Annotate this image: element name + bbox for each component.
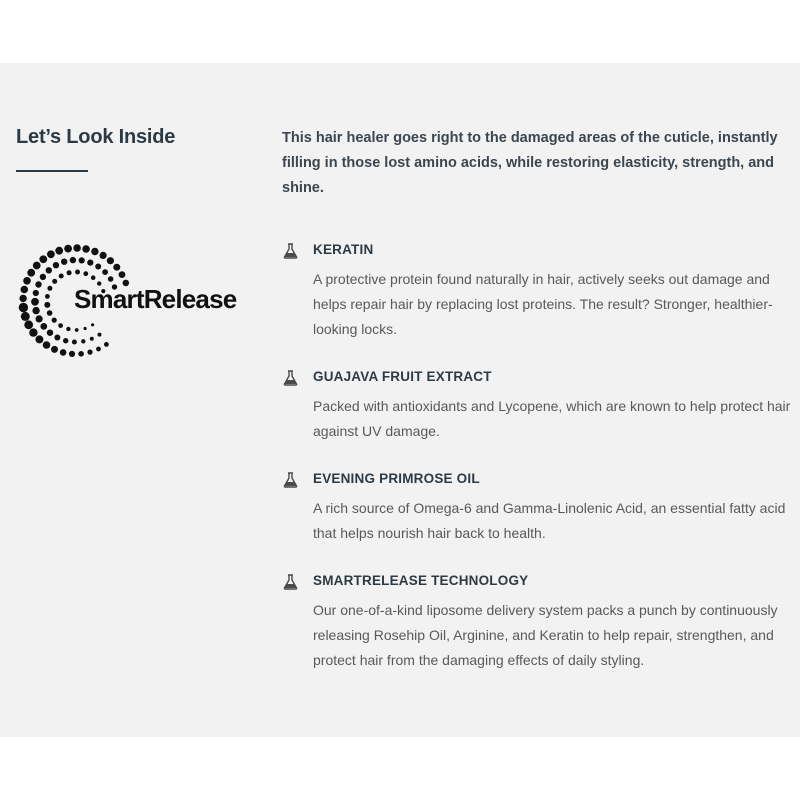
logo-dot	[40, 274, 46, 280]
logo-dot	[69, 351, 75, 357]
logo-dot	[91, 275, 96, 280]
logo-dot	[82, 245, 90, 253]
logo-dot	[75, 328, 79, 332]
logo-dot	[43, 341, 51, 349]
logo-dot	[102, 269, 108, 275]
logo-dot	[19, 303, 28, 312]
logo-dot	[95, 264, 101, 270]
logo-dot	[60, 349, 67, 356]
logo-dot	[39, 255, 47, 263]
logo-dot	[54, 335, 60, 341]
flask-icon	[283, 574, 298, 590]
logo-dot	[47, 250, 55, 258]
logo-dot	[84, 327, 87, 330]
logo-dot	[61, 259, 67, 265]
logo-dot	[47, 286, 52, 291]
logo-dot	[87, 350, 92, 355]
logo-dot	[63, 338, 68, 343]
flask-icon	[283, 370, 298, 386]
ingredient-description: A rich source of Omega-6 and Gamma-Linolenic Acid, an essential fatty acid that helps nourish hair back to health.	[313, 500, 786, 541]
logo-dot	[46, 267, 52, 273]
logo-dot	[87, 260, 93, 266]
logo-dot	[90, 337, 94, 341]
logo-dot	[47, 330, 53, 336]
logo-dot	[98, 333, 102, 337]
ingredient-description: Our one-of-a-kind liposome delivery system packs a punch by continuously releasing Rosehip Oil, Arginine, and Keratin to help repair, strengthen, and protect hair from the damaging effects of daily styling.	[313, 602, 778, 668]
logo-dot	[100, 252, 107, 259]
logo-dot	[21, 312, 30, 321]
logo-dot	[91, 323, 94, 326]
logo-dot	[73, 244, 81, 252]
section-title: Let’s Look Inside	[16, 126, 176, 148]
logo-dot	[23, 277, 31, 285]
logo-dot	[83, 271, 88, 276]
ingredient-title: EVENING PRIMROSE OIL	[313, 471, 480, 486]
logo-dot	[59, 274, 64, 279]
logo-dot	[58, 323, 63, 328]
logo-dot	[55, 247, 63, 255]
logo-dot	[19, 295, 26, 302]
logo-dot	[52, 279, 57, 284]
logo-dot	[45, 294, 50, 299]
logo-dot	[35, 281, 41, 287]
logo-dot	[32, 307, 39, 314]
ingredient-description: Packed with antioxidants and Lycopene, which are known to help protect hair against UV damage.	[313, 398, 791, 439]
logo-dot	[24, 320, 33, 329]
ingredient-title: GUAJAVA FRUIT EXTRACT	[313, 369, 492, 384]
logo-dot	[66, 327, 70, 331]
logo-dot	[29, 328, 37, 336]
flask-icon	[283, 243, 298, 259]
logo-dot	[53, 262, 59, 268]
logo-dot	[40, 323, 47, 330]
logo-dot	[81, 339, 85, 343]
logo-dot	[64, 245, 72, 253]
logo-dot	[108, 276, 114, 282]
logo-dot	[21, 286, 29, 294]
logo-dot	[35, 335, 43, 343]
logo-dot	[52, 318, 57, 323]
logo-dot	[70, 257, 76, 263]
logo-dot	[113, 264, 120, 271]
ingredient-title: SMARTRELEASE TECHNOLOGY	[313, 573, 529, 588]
logo-dot	[33, 262, 41, 270]
logo-dot	[44, 302, 50, 308]
logo-dot	[33, 290, 39, 296]
logo-dot	[91, 248, 98, 255]
ingredient-description: A protective protein found naturally in hair, actively seeks out damage and helps repair hair by replacing lost proteins. The result? Stronger, healthier-looking locks.	[313, 271, 773, 337]
logo-text: SmartRelease	[74, 284, 237, 314]
smartrelease-logo	[14, 242, 259, 364]
logo-dot	[104, 342, 109, 347]
logo-dot	[51, 346, 58, 353]
logo-dot	[47, 310, 53, 316]
logo-dot	[72, 340, 77, 345]
logo-dot	[79, 257, 85, 263]
logo-dot	[36, 315, 43, 322]
title-underline	[16, 170, 88, 172]
logo-dot	[75, 270, 80, 275]
flask-icon	[283, 472, 298, 488]
logo-dot	[119, 271, 126, 278]
intro-paragraph: This hair healer goes right to the damaged areas of the cuticle, instantly filling in those lost amino acids, while restoring elasticity, strength, and shine.	[282, 130, 778, 196]
logo-dot	[96, 347, 101, 352]
ingredient-title: KERATIN	[313, 242, 374, 257]
logo-dot	[78, 351, 84, 357]
logo-dot	[67, 270, 72, 275]
logo-dot	[31, 298, 39, 306]
logo-dot	[27, 269, 35, 277]
logo-dot	[107, 257, 114, 264]
